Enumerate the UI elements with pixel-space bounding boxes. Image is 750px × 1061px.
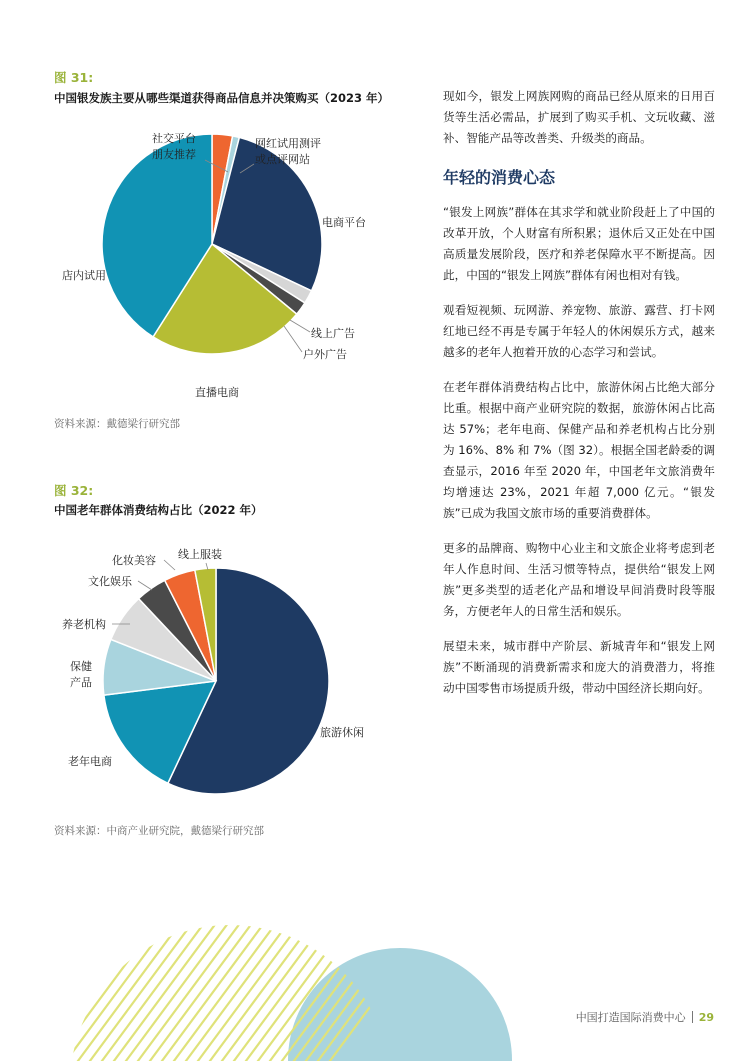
fig31-slice-label: 店内试用 bbox=[62, 269, 106, 282]
fig31-pie-chart bbox=[40, 120, 420, 420]
page-number: 29 bbox=[698, 1011, 714, 1024]
fig31-label: 图 31: bbox=[54, 70, 94, 85]
fig31-slice-label: 社交平台朋友推荐 bbox=[152, 132, 196, 161]
paragraph-6: 展望未来，城市群中产阶层、新城青年和“银发上网族”不断涌现的消费新需求和庞大的消费潜力，将推动中国零售市场提质升级，带动中国经济长期向好。 bbox=[443, 639, 715, 695]
fig31-slice-label: 电商平台 bbox=[322, 216, 366, 229]
fig31-slice-label: 直播电商 bbox=[195, 386, 239, 399]
fig32-title: 中国老年群体消费结构占比（2022 年） bbox=[54, 503, 263, 517]
page-footer bbox=[576, 1009, 714, 1025]
fig31-title: 中国银发族主要从哪些渠道获得商品信息并决策购买（2023 年） bbox=[54, 91, 390, 105]
fig32-slice-label: 养老机构 bbox=[62, 618, 106, 631]
fig31-slice-label: 户外广告 bbox=[303, 348, 347, 361]
fig32-slice-label: 文化娱乐 bbox=[88, 575, 132, 588]
fig32-slice-label: 老年电商 bbox=[68, 755, 112, 768]
article-column bbox=[443, 86, 715, 713]
footer-title: 中国打造国际消费中心 bbox=[575, 1011, 686, 1024]
fig31-leader-line bbox=[290, 320, 310, 332]
fig32-slice-label: 化妆美容 bbox=[112, 554, 156, 567]
fig32-leader-line bbox=[164, 560, 175, 570]
fig32-source: 资料来源：中商产业研究院，戴德梁行研究部 bbox=[54, 825, 264, 837]
decor-light-blue-circle bbox=[288, 948, 512, 1061]
section-heading: 年轻的消费心态 bbox=[443, 168, 556, 187]
footer-divider bbox=[692, 1011, 693, 1023]
paragraph-2: “银发上网族”群体在其求学和就业阶段赶上了中国的改革开放，个人财富有所积累；退休后又正处在中国高质量发展阶段，医疗和养老保障水平不断提高。因此，中国的“银发上网族”群体有闲也相对有钱。 bbox=[443, 205, 715, 282]
fig32-slice-label: 旅游休闲 bbox=[320, 726, 364, 739]
fig32-leader-line bbox=[138, 581, 152, 590]
fig32-label: 图 32: bbox=[54, 483, 94, 498]
fig32-pie-chart bbox=[40, 530, 420, 820]
fig32-slice-label: 保健产品 bbox=[70, 660, 92, 689]
paragraph-1: 现如今，银发上网族网购的商品已经从原来的日用百货等生活必需品，扩展到了购买手机、文玩收藏、滋补、智能产品等改善类、升级类的商品。 bbox=[443, 89, 715, 145]
paragraph-5: 更多的品牌商、购物中心业主和文旅企业将考虑到老年人作息时间、生活习惯等特点，提供给“银发上网族”更多类型的适老化产品和增设早间消费时段等服务，方便老年人的日常生活和娱乐。 bbox=[443, 541, 715, 618]
fig31-leader-line bbox=[284, 326, 302, 352]
fig32-slice-label: 线上服装 bbox=[178, 548, 222, 561]
fig31-slice-label: 网红试用测评或点评网站 bbox=[255, 137, 321, 166]
paragraph-4: 在老年群体消费结构占比中，旅游休闲占比绝大部分比重。根据中商产业研究院的数据，旅游休闲占比高达 57%；老年电商、保健产品和养老机构占比分别为 16%、8% 和 7%（图 32）。根据全国老龄委的调查显示，2016 年至 2020 年，中国老年文旅消费年均增速达 23%，2021 年超 7,000 亿元。“银发族”已成为我国文旅市场的重要消费群体。 bbox=[443, 380, 715, 520]
paragraph-3: 观看短视频、玩网游、养宠物、旅游、露营、打卡网红地已经不再是专属于年轻人的休闲娱乐方式，越来越多的老年人抱着开放的心态学习和尝试。 bbox=[443, 303, 715, 359]
fig31-source: 资料来源：戴德梁行研究部 bbox=[54, 418, 180, 430]
fig31-slice-label: 线上广告 bbox=[311, 327, 355, 340]
